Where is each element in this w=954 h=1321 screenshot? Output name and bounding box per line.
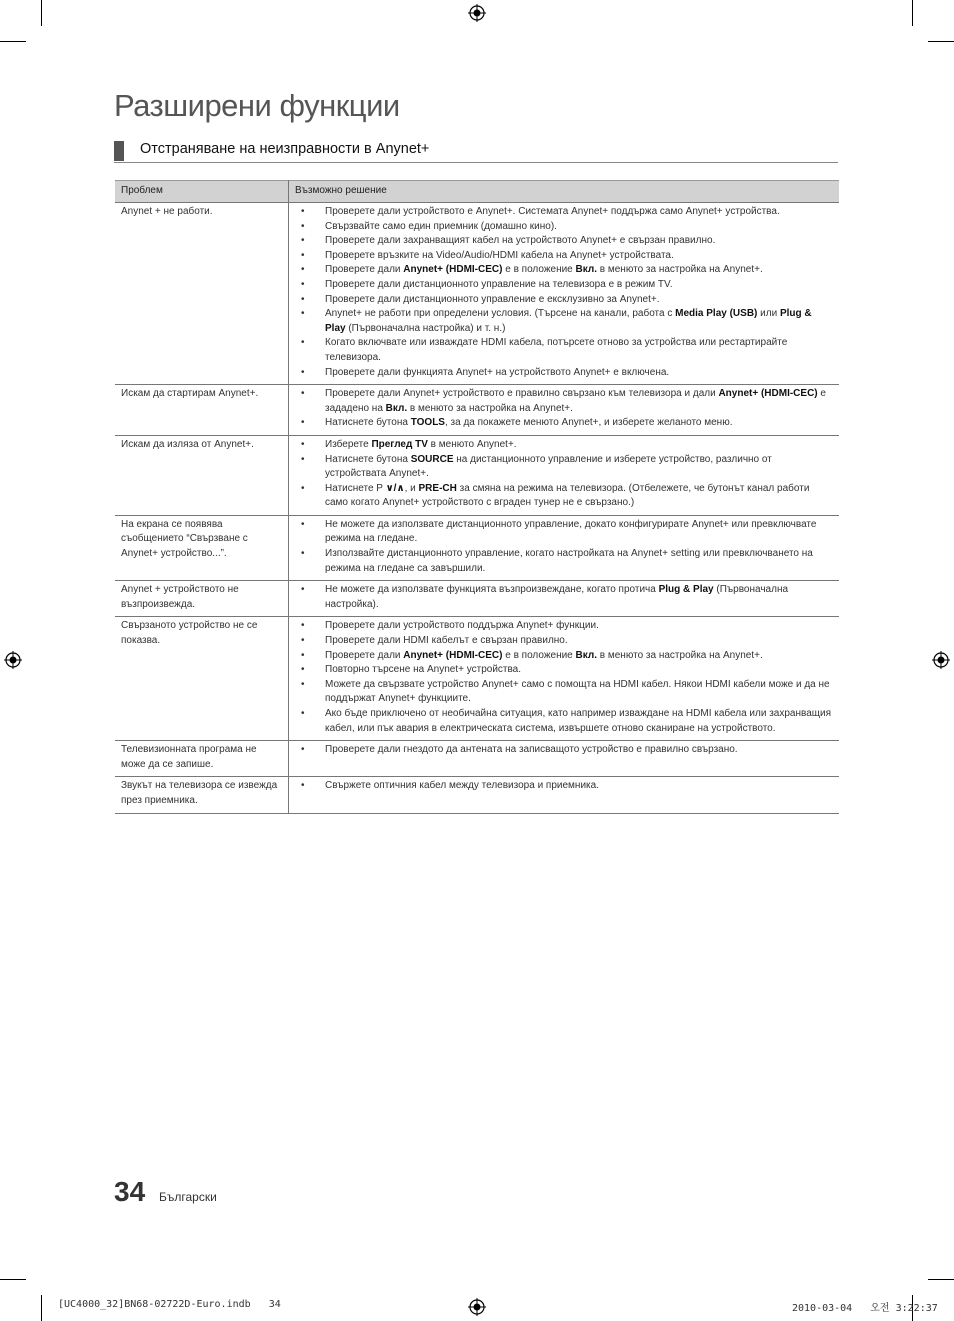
solution-cell xyxy=(289,515,840,580)
crop-mark xyxy=(928,41,954,42)
problem-cell: Искам да стартирам Anynet+. xyxy=(115,385,289,436)
solution-text: Проверете дали xyxy=(325,264,404,276)
registration-mark-icon xyxy=(4,651,22,669)
crop-mark xyxy=(912,0,913,26)
solution-text: Ако бъде приключено от необичайна ситуация, като например изваждане на HDMI кабела или захранващия кабел, или пък авария в електрическата система, извършете отново сканиране на устройството. xyxy=(325,708,831,734)
solution-text: , за да покажете менюто Anynet+, и изберете желаното меню. xyxy=(444,417,733,429)
solution-item xyxy=(301,234,833,249)
solution-item xyxy=(301,307,833,336)
solution-item xyxy=(301,249,833,264)
table-row xyxy=(115,581,839,617)
page-number: 34 xyxy=(114,1176,146,1207)
solution-list xyxy=(295,743,833,758)
solution-item xyxy=(301,205,833,220)
solution-text: Изберете xyxy=(325,438,372,450)
solution-item xyxy=(301,416,833,431)
solution-text: Можете да свързвате устройство Anynet+ само с помощта на HDMI кабел. Някои HDMI кабели може и да не поддържат Anynet+ функциите. xyxy=(325,678,830,705)
table-row xyxy=(115,385,839,436)
solution-item xyxy=(301,634,833,649)
solution-cell xyxy=(289,617,840,741)
solution-text: , и xyxy=(404,482,419,494)
solution-text: Проверете дали устройството е Anynet+. Системата Anynet+ поддържа само Anynet+ устройства. xyxy=(325,206,780,217)
solution-text: или xyxy=(757,308,780,320)
solution-cell xyxy=(289,741,840,777)
solution-item xyxy=(301,743,833,758)
table-header-row xyxy=(115,181,839,203)
crop-mark xyxy=(41,1295,42,1321)
solution-text: за смяна на режима на телевизора. (Отбележете, че бутонът канал работи само когато Anynet+ устройството с вграден тунер не е свързано.) xyxy=(325,482,810,509)
solution-text: Натиснете бутона xyxy=(325,417,411,429)
solution-text: Проверете дали функцията Anynet+ на устройството Anynet+ е включена. xyxy=(325,366,670,378)
solution-item xyxy=(301,779,833,794)
solution-text: в менюто за настройка на Anynet+. xyxy=(597,649,763,661)
solution-item xyxy=(301,293,833,308)
troubleshooting-table xyxy=(115,180,839,814)
solution-text-bold: Media Play (USB) xyxy=(675,308,758,320)
solution-text: Повторно търсене на Anynet+ устройства. xyxy=(325,664,522,676)
crop-mark xyxy=(928,1279,954,1280)
solution-text: Проверете дали гнездото да антената на записващото устройство е правилно свързано. xyxy=(325,744,738,756)
solution-text: (Първоначална настройка) и т. н.) xyxy=(345,322,506,334)
solution-cell xyxy=(289,435,840,515)
solution-text: Натиснете P xyxy=(325,482,386,494)
solution-item xyxy=(301,453,833,482)
solution-text-bold: Преглед TV xyxy=(371,438,428,450)
solution-text-bold: Вкл. xyxy=(385,402,408,414)
solution-text: в менюто Anynet+. xyxy=(427,438,517,450)
problem-cell: Свързаното устройство не се показва. xyxy=(115,617,289,741)
solution-list xyxy=(295,205,833,380)
solution-cell xyxy=(289,777,840,813)
section-heading xyxy=(114,140,838,163)
solution-text-bold: Вкл. xyxy=(575,649,597,661)
solution-item xyxy=(301,438,833,453)
solution-text: Проверете дали Anynet+ устройството е правилно свързано към телевизора и дали xyxy=(325,388,719,400)
solution-text: Натиснете бутона xyxy=(325,453,411,465)
solution-text-bold: ∨/∧ xyxy=(385,482,405,494)
solution-item xyxy=(301,387,833,416)
solution-text: е в положение xyxy=(502,264,576,276)
solution-item xyxy=(301,707,833,736)
solution-list xyxy=(295,387,833,431)
solution-cell xyxy=(289,385,840,436)
solution-item xyxy=(301,619,833,634)
page-language: Български xyxy=(159,1190,217,1204)
page-title: Разширени функции xyxy=(114,88,400,123)
solution-text: Проверете дали устройството поддържа Anynet+ функции. xyxy=(325,620,599,632)
solution-item xyxy=(301,366,833,381)
solution-text: Не можете да използвате дистанционното управление, докато конфигурирате Anynet+ или превключвате режима на гледане. xyxy=(325,518,817,545)
solution-text-bold: PRE-CH xyxy=(418,482,457,494)
problem-cell: Звукът на телевизора се извежда през приемника. xyxy=(115,777,289,813)
table-row xyxy=(115,777,839,813)
solution-list xyxy=(295,779,833,794)
solution-item xyxy=(301,263,833,278)
solution-text: Проверете дали захранващият кабел на устройството Anynet+ е свързан правилно. xyxy=(325,235,716,247)
solution-item xyxy=(301,518,833,547)
solution-list xyxy=(295,583,833,612)
problem-cell: Телевизионната програма не може да се запише. xyxy=(115,741,289,777)
solution-text: Свържете оптичния кабел между телевизора и приемника. xyxy=(325,780,599,792)
problem-cell: Искам да изляза от Anynet+. xyxy=(115,435,289,515)
solution-text: Проверете дали дистанционното управление е ексклузивно за Anynet+. xyxy=(325,293,660,305)
solution-cell xyxy=(289,203,840,385)
table-body xyxy=(115,203,839,814)
solution-text-bold: Anynet+ (HDMI-CEC) xyxy=(403,264,503,276)
section-title: Отстраняване на неизправности в Anynet+ xyxy=(140,141,430,157)
table-row xyxy=(115,435,839,515)
solution-item xyxy=(301,278,833,293)
solution-item xyxy=(301,583,833,612)
solution-list xyxy=(295,438,833,511)
table-row xyxy=(115,203,839,385)
column-header-solution: Възможно решение xyxy=(289,181,840,203)
solution-text: Не можете да използвате функцията възпроизвеждане, когато протича xyxy=(325,584,659,596)
solution-text-bold: Вкл. xyxy=(575,264,597,276)
solution-text-bold: TOOLS xyxy=(410,417,445,429)
problem-cell: На екрана се появява съобщението “Свързване с Anynet+ устройство...”. xyxy=(115,515,289,580)
solution-list xyxy=(295,619,833,736)
problem-cell: Anynet + устройството не възпроизвежда. xyxy=(115,581,289,617)
solution-text: на дистанционното управление и изберете устройство, различно от устройствата Anynet+. xyxy=(325,453,772,480)
solution-text: Проверете дали дистанционното управление на телевизора е в режим TV. xyxy=(325,278,673,290)
solution-text: в менюто за настройка на Anynet+. xyxy=(407,402,573,414)
crop-mark xyxy=(0,41,26,42)
registration-mark-icon xyxy=(468,4,486,22)
problem-cell: Anynet + не работи. xyxy=(115,203,289,385)
solution-cell xyxy=(289,581,840,617)
solution-text: Проверете дали xyxy=(325,649,404,661)
table-row xyxy=(115,515,839,580)
crop-mark xyxy=(41,0,42,26)
solution-item xyxy=(301,678,833,707)
solution-text: в менюто за настройка на Anynet+. xyxy=(597,264,763,276)
table-row xyxy=(115,617,839,741)
solution-list xyxy=(295,518,833,576)
footer-timestamp: 2010-03-04 오전 3:22:37 xyxy=(792,1303,938,1314)
solution-text: Използвайте дистанционното управление, когато настройката на Anynet+ setting или превключването на режима на гледане са завършили. xyxy=(325,548,813,574)
solution-text: Проверете връзките на Video/Audio/HDMI кабела на Anynet+ устройствата. xyxy=(325,249,674,261)
solution-text-bold: Anynet+ (HDMI-CEC) xyxy=(403,649,503,661)
table-row xyxy=(115,741,839,777)
solution-item xyxy=(301,220,833,235)
solution-text-bold: Plug & Play xyxy=(325,308,812,334)
registration-mark-icon xyxy=(932,651,950,669)
solution-text: Anynet+ не работи при определени условия. (Търсене на канали, работа с xyxy=(325,308,676,320)
solution-text: е зададено на xyxy=(325,388,826,414)
solution-item xyxy=(301,663,833,678)
solution-text: (Първоначална настройка). xyxy=(325,584,789,610)
registration-mark-icon xyxy=(468,1298,486,1316)
solution-text: Проверете дали HDMI кабелът е свързан правилно. xyxy=(325,635,568,647)
solution-text: Когато включвате или изваждате HDMI кабела, потърсете отново за устройства или рестартирайте телевизора. xyxy=(325,337,788,363)
solution-text: Свързвайте само един приемник (домашно кино). xyxy=(325,220,557,232)
solution-item xyxy=(301,547,833,576)
solution-text-bold: SOURCE xyxy=(410,453,454,465)
section-bar xyxy=(114,141,124,161)
solution-item xyxy=(301,336,833,365)
crop-mark xyxy=(0,1279,26,1280)
column-header-problem: Проблем xyxy=(115,181,289,203)
solution-text: е в положение xyxy=(502,649,576,661)
solution-text-bold: Plug & Play xyxy=(658,584,714,596)
solution-text-bold: Anynet+ (HDMI-CEC) xyxy=(718,388,818,400)
solution-item xyxy=(301,649,833,664)
solution-item xyxy=(301,482,833,511)
footer-file-info: [UC4000_32]BN68-02722D-Euro.indb 34 xyxy=(58,1299,281,1310)
